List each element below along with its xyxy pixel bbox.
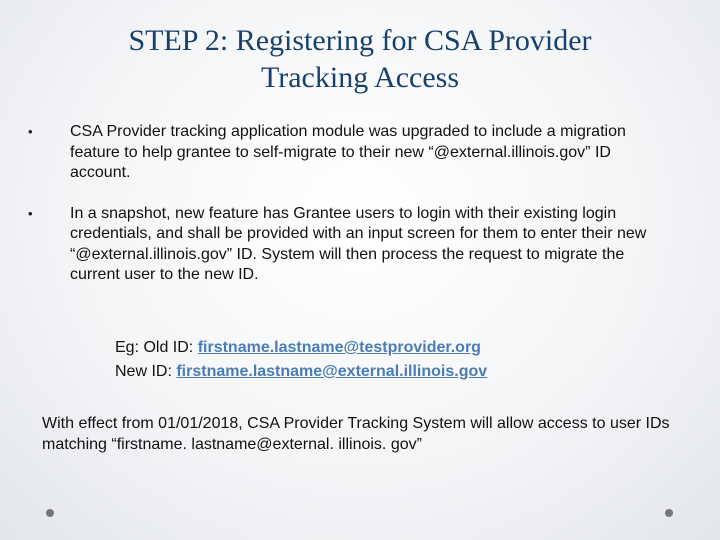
slide-title-line-2: Tracking Access: [260, 61, 460, 94]
bullet-marker: •: [28, 205, 33, 221]
decorative-dot-left: [46, 509, 54, 517]
bullet-list: [26, 122, 666, 306]
new-id-line: [115, 360, 487, 384]
bullet-text: In a snapshot, new feature has Grantee users to login with their existing login credentials, and shall be provided with an input screen for them to enter their new “@external.illinois.gov” ID. System will then process the request to migrate the current user to the new ID.: [70, 204, 647, 283]
example-block: [115, 336, 487, 384]
decorative-dot-right: [665, 509, 673, 517]
bullet-marker: •: [28, 124, 33, 139]
new-id-label: New ID:: [115, 363, 177, 380]
old-id-label: Eg: Old ID:: [115, 339, 198, 356]
bullet-item: [26, 204, 666, 286]
bullet-text: CSA Provider tracking application module was upgraded to include a migration feature to help grantee to self-migrate to their new “@external.illinois.gov” ID account.: [70, 123, 626, 181]
old-id-link[interactable]: firstname.lastname@testprovider.org: [197, 339, 481, 356]
old-id-line: [115, 336, 487, 360]
slide-title: [40, 22, 680, 96]
effect-paragraph: With effect from 01/01/2018, CSA Provider Tracking System will allow access to user IDs matching “firstname. lastname@external. illinois. gov”: [42, 415, 670, 453]
slide-title-line-1: STEP 2: Registering for CSA Provider: [128, 24, 592, 57]
new-id-link[interactable]: firstname.lastname@external.illinois.gov: [176, 363, 488, 380]
bullet-item: [26, 122, 666, 184]
